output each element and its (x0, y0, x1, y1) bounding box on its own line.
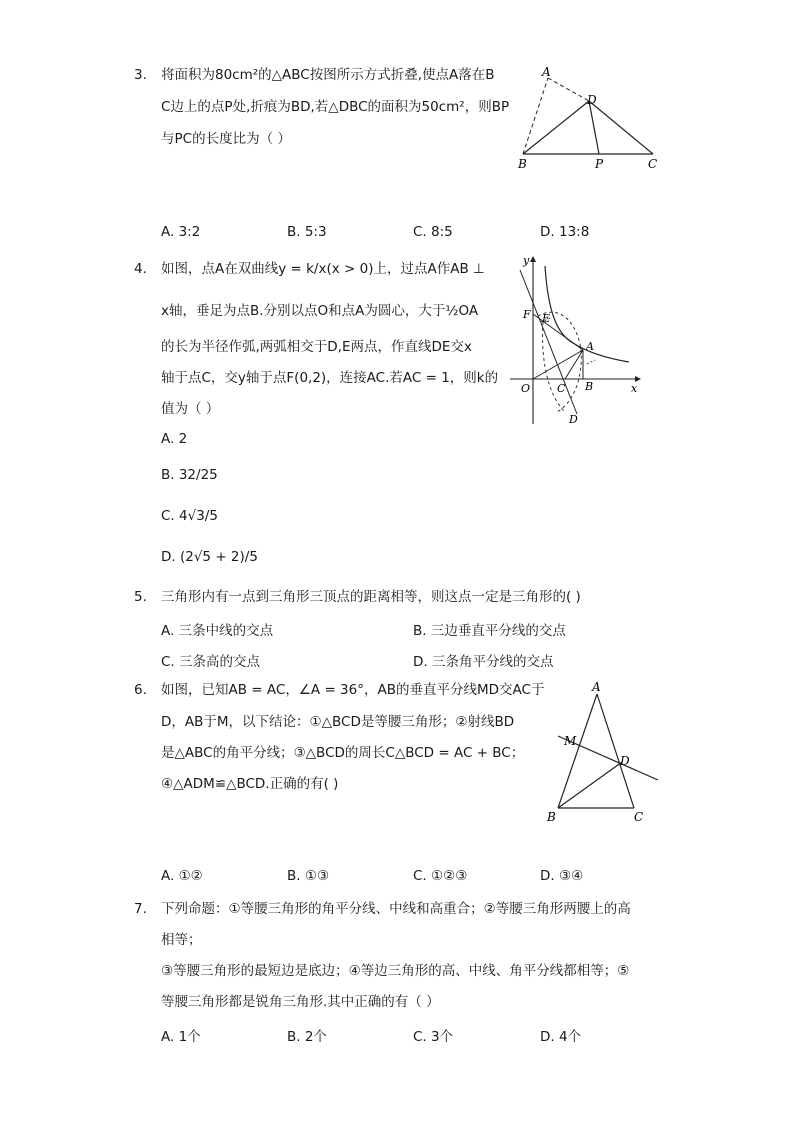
label-M: M (564, 734, 577, 748)
option-b: B. 32/25 (161, 467, 218, 483)
question-number: 6. (134, 682, 147, 698)
question-text-line: 相等； (161, 932, 202, 948)
option-d: D. 13:8 (540, 224, 590, 240)
label-D: D (587, 93, 597, 107)
question-text-line: 下列命题：①等腰三角形的角平分线、中线和高重合；②等腰三角形两腰上的高 (161, 901, 631, 917)
question-text-line: 是△ABC的角平分线；③△BCD的周长C△BCD = AC + BC； (161, 745, 525, 761)
option-b: B. 三边垂直平分线的交点 (413, 623, 566, 639)
option-a: A. 2 (161, 431, 188, 447)
label-B: B (547, 810, 556, 824)
label-A: A (586, 340, 594, 353)
label-D: D (620, 754, 630, 768)
option-a: A. 1个 (161, 1029, 201, 1045)
question-text-line: C边上的点P处,折痕为BD,若△DBC的面积为50cm²，则BP (161, 99, 510, 115)
option-c: C. ①②③ (413, 868, 468, 884)
question-text-line: 三角形内有一点到三角形三顶点的距离相等，则这点一定是三角形的( ) (161, 589, 581, 605)
label-C: C (557, 382, 566, 395)
label-E: E (542, 312, 551, 325)
q3-figure (510, 62, 670, 177)
q4-figure (505, 252, 650, 427)
label-D: D (569, 413, 578, 426)
option-b: B. 2个 (287, 1029, 327, 1045)
question-text-line: 如图，已知AB = AC，∠A = 36°，AB的垂直平分线MD交AC于 (161, 682, 545, 698)
option-d: D. ③④ (540, 868, 584, 884)
label-B: B (585, 380, 594, 393)
question-text-line: 与PC的长度比为（ ） (161, 131, 291, 147)
label-O: O (521, 382, 531, 395)
q6-figure (540, 678, 670, 826)
option-b: B. ①③ (287, 868, 330, 884)
question-number: 5. (134, 589, 147, 605)
question-number: 7. (134, 901, 147, 917)
question-text-line: 等腰三角形都是锐角三角形.其中正确的有（ ） (161, 994, 440, 1010)
label-F: F (523, 308, 531, 321)
question-text-line: ④△ADM≌△BCD.正确的有( ) (161, 776, 339, 792)
option-c: C. 4√3/5 (161, 508, 218, 524)
option-d: D. 4个 (540, 1029, 582, 1045)
question-text-line: 值为（ ） (161, 401, 220, 417)
option-c: C. 8:5 (413, 224, 453, 240)
label-P: P (595, 157, 604, 171)
label-A: A (542, 65, 551, 79)
option-a: A. 三条中线的交点 (161, 623, 274, 639)
question-number: 3. (134, 67, 147, 83)
option-d: D. 三条角平分线的交点 (413, 654, 554, 670)
question-text-line: 的长为半径作弧,两弧相交于D,E两点，作直线DE交x (161, 339, 472, 355)
question-text-line: D，AB于M，以下结论：①△BCD是等腰三角形；②射线BD (161, 714, 515, 730)
option-d: D. (2√5 + 2)/5 (161, 549, 258, 565)
option-b: B. 5:3 (287, 224, 327, 240)
option-a: A. 3:2 (161, 224, 201, 240)
option-c: C. 三条高的交点 (161, 654, 261, 670)
option-a: A. ①② (161, 868, 203, 884)
option-c: C. 3个 (413, 1029, 454, 1045)
label-C: C (634, 810, 644, 824)
question-text-line: 如图，点A在双曲线y = k/x(x > 0)上，过点A作AB ⊥ (161, 261, 485, 277)
question-number: 4. (134, 261, 147, 277)
question-text-line: 将面积为80cm²的△ABC按图所示方式折叠,使点A落在B (161, 67, 495, 83)
label-A: A (592, 680, 601, 694)
label-y: y (523, 254, 530, 267)
question-text-line: ③等腰三角形的最短边是底边；④等边三角形的高、中线、角平分线都相等；⑤ (161, 963, 630, 979)
label-C: C (648, 157, 658, 171)
label-B: B (518, 157, 527, 171)
label-x: x (631, 382, 638, 395)
question-text-line: 轴于点C，交y轴于点F(0,2)，连接AC.若AC = 1，则k的 (161, 370, 499, 386)
question-text-line: x轴，垂足为点B.分别以点O和点A为圆心，大于½OA (161, 303, 479, 319)
